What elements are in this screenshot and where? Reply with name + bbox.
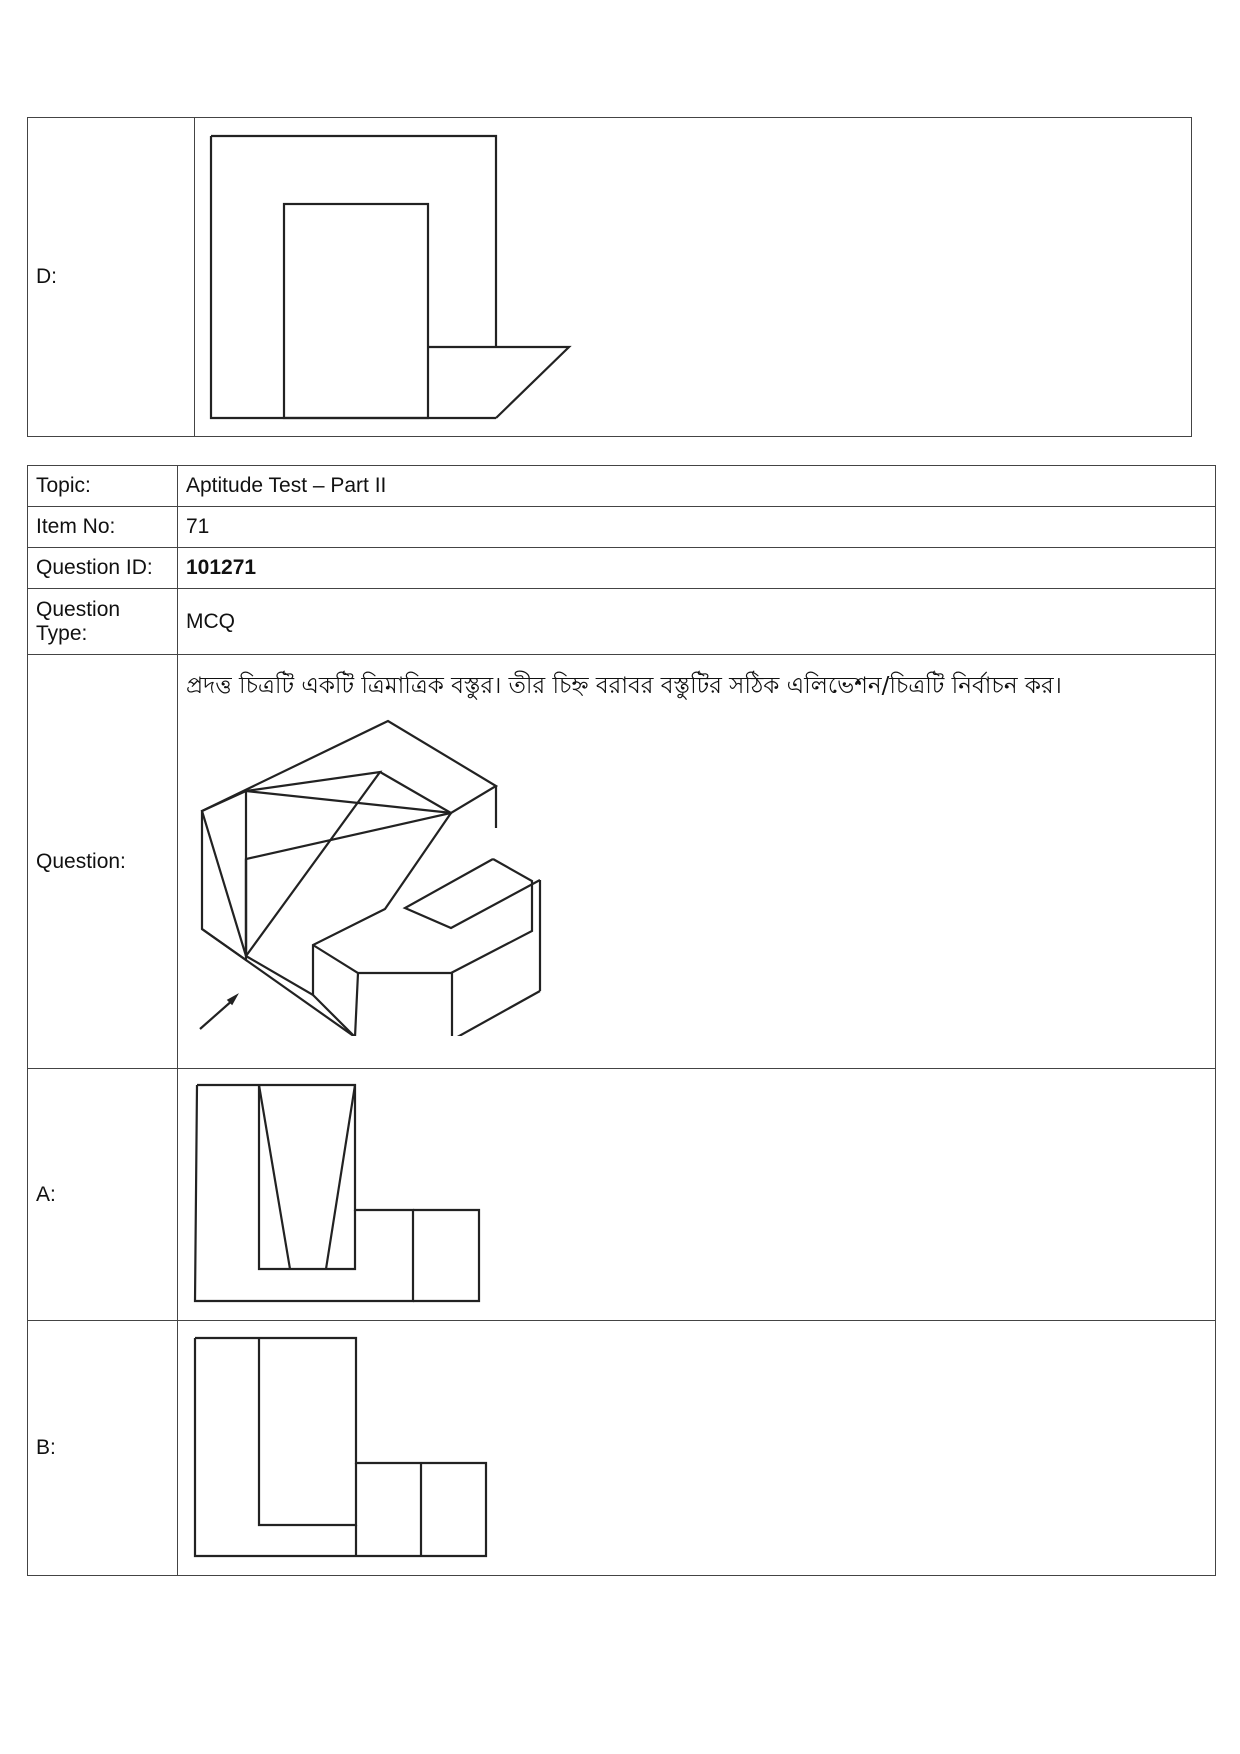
question-label: Question:: [28, 655, 178, 1069]
isometric-object: [202, 721, 540, 1036]
question-content-cell: [178, 655, 1216, 1069]
option-b-figure: [178, 1322, 1228, 1575]
question-type-label: Question Type:: [28, 589, 178, 655]
option-b-label: B:: [28, 1321, 178, 1576]
option-a-taper-left: [259, 1085, 290, 1269]
item-no-value: 71: [178, 507, 1216, 548]
view-direction-arrow: [200, 995, 237, 1029]
option-a-label: A:: [28, 1069, 178, 1321]
option-d-slant-step: [428, 347, 569, 418]
topic-label: Topic:: [28, 466, 178, 507]
option-d-left-base: [211, 136, 496, 418]
item-no-label: Item No:: [28, 507, 178, 548]
option-b-outline: [195, 1338, 486, 1556]
question-isometric-figure: [186, 706, 746, 1036]
option-a-figure-cell[interactable]: [178, 1069, 1216, 1321]
question-text: প্রদত্ত চিত্রটি একটি ত্রিমাত্রিক বস্তুর। তীর চিহ্ন বরাবর বস্তুটির সঠিক এলিভেশন/চিত্রটি নির্বাচন কর।: [186, 673, 1062, 699]
option-a-taper-right: [326, 1085, 355, 1269]
question-id-label: Question ID:: [28, 548, 178, 589]
option-d-figure: [195, 119, 1185, 436]
topic-value: Aptitude Test – Part II: [178, 466, 1216, 507]
option-d-label: D:: [28, 118, 195, 437]
option-d-figure-cell[interactable]: [195, 118, 1192, 437]
option-a-figure: [178, 1070, 1228, 1320]
option-d-door-rect: [284, 204, 428, 418]
option-d-table: [27, 117, 1192, 437]
option-b-figure-cell[interactable]: [178, 1321, 1216, 1576]
option-a-right-block: [413, 1210, 479, 1301]
option-d-outer-frame: [211, 136, 496, 347]
question-id-value: 101271: [178, 548, 1216, 589]
question-type-value: MCQ: [178, 589, 1216, 655]
question-table: [27, 465, 1216, 1576]
option-b-inner-slot: [259, 1338, 356, 1525]
